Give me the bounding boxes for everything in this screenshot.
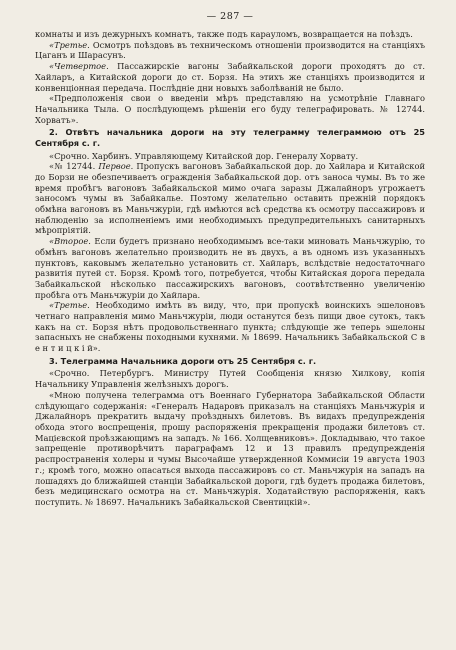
paragraph-lead: Первое.: [95, 161, 134, 172]
paragraph-lead: «Третье.: [49, 300, 90, 311]
paragraph-address-petersburg: [35, 368, 425, 389]
paragraph-text: «Срочно. Харбинъ. Управляющему Китайской дор. Генералу Хорвату.: [49, 150, 359, 161]
paragraph-lead: «Четвертое.: [49, 61, 109, 72]
paragraph-text: «Срочно. Петербургъ. Министру Путей Сообщенія князю Хилкову, копія Начальнику Управленія желѣзныхъ дорогъ.: [35, 368, 425, 390]
paragraph-text: Осмотръ поѣздовъ въ техническомъ отношеніи производится на станціяхъ Цаганъ и Шарасунъ.: [35, 39, 425, 61]
paragraph-text: «Предположенія свои о введеніи мѣръ представляю на усмотрѣніе Главнаго Начальника Тыла. О послѣдующемъ рѣшеніи его буду телеграфировать. № 12744. Хорватъ».: [35, 93, 425, 125]
paragraph-proposals: [35, 93, 425, 125]
paragraph-text: Если будетъ признано необходимымъ все-таки миновать Маньчжурію, то обмѣнъ вагоновъ желательно производить не въ двухъ, а въ одномъ изъ указанныхъ пунктовъ, каковымъ желательно установить ст. Хайларъ, вслѣдствіе недостаточнаго развитія путей ст. Борзя. Кромѣ того, потребуется, чтобы Китайская дорога передала Забайкальской нѣсколько пассажирскихъ вагоновъ, соотвѣтственно увеличенію пробѣга отъ Маньчжуріи до Хайлара.: [35, 236, 425, 300]
paragraph-text: комнаты и изъ дежурныхъ комнатъ, также подъ карауломъ, возвращается на поѣздъ.: [35, 29, 413, 39]
section-heading-2: 2. Отвѣтъ начальника дороги на эту телеграмму телеграммою отъ 25 Сентября с. г.: [35, 127, 425, 148]
paragraph-lead: «Второе.: [49, 236, 91, 247]
section-heading-3: 3. Телеграмма Начальника дороги отъ 25 Сентября с. г.: [49, 355, 317, 366]
paragraph-text: «Мною получена телеграмма отъ Военнаго Губернатора Забайкальской Области слѣдующаго содержанія: «Генералъ Надаровъ приказалъ на станціяхъ Маньчжурія и Джалайноръ прекратить выдачу проѣздныхъ билетовъ. Въ видахъ предупрежденія обхода этого воспрещенія, прошу распоряженія прекращенія продажи билетовъ ст. Мацієвской проѣзжающимъ на западъ. № 166. Холщевниковъ». Докладываю, что такое запрещеніе противорѣчитъ параграфамъ 12 и 13 правилъ предупрежденія распространенія холеры и чумы Высочайше утвержденной Коммисіи 19 августа 1903 г.; кромѣ того, можно опасаться выхода пассажировъ со ст. Маньчжурія на западъ на лошадяхъ до ближайшей станціи Забайкальской дороги, гдѣ будетъ продажа билетовъ, безъ медицинскаго осмотра на ст. Маньчжурія. Ходатайствую распоряженія, какъ поступить. № 18697. Начальникъ Забайкальской Свентицкій».: [35, 389, 425, 507]
paragraph-third-point: [35, 300, 425, 354]
paragraph-first-point: [35, 161, 425, 236]
paragraph-third: [35, 40, 425, 61]
paragraph-text: Необходимо имѣть въ виду, что, при пропускѣ воинскихъ эшелоновъ четнаго направленія мимо Маньчжуріи, люди останутся безъ пищи двое сутокъ, такъ какъ на ст. Борзя нѣтъ продовольственнаго пункта; слѣдующіе же теперь эшелоны запасныхъ не снабжены походными кухнями. № 18699. Начальникъ Забайкальской С в е н т и ц к і й».: [35, 300, 425, 354]
paragraph-continuation: [35, 29, 425, 40]
paragraph-telegram-body: [35, 390, 425, 508]
paragraph-lead: «Третье.: [49, 39, 90, 50]
paragraph-ref: «№ 12744.: [49, 161, 96, 172]
paragraph-text: Пассажирскіе вагоны Забайкальской дороги проходятъ до ст. Хайларъ, а Китайской дороги до ст. Борзя. На этихъ же станціяхъ производится и конвенціонная передача. Послѣдніе дни новыхъ заболѣваній не было.: [35, 61, 425, 93]
paragraph-second-point: [35, 236, 425, 300]
paragraph-text: Пропускъ вагоновъ Забайкальской дор. до Хайлара и Китайской до Борзи не обезпечиваетъ огражденія Забайкальской дор. отъ заноса чумы. Въ то же время пробѣгъ вагоновъ Забайкальской мимо очага заразы Джалайноръ угрожаетъ заносомъ чумы въ Забайкалье. Поэтому желательно оставить прежній порядокъ обмѣна вагоновъ въ Маньчжуріи, гдѣ имѣются всѣ средства къ осмотру пассажировъ и наблюденію за исполненіемъ ими необходимыхъ предупредительныхъ санитарныхъ мѣропріятій.: [35, 161, 425, 236]
page-number: — 287 —: [206, 11, 254, 22]
paragraph-fourth: [35, 61, 425, 93]
paragraph-address-harbin: [35, 151, 425, 162]
